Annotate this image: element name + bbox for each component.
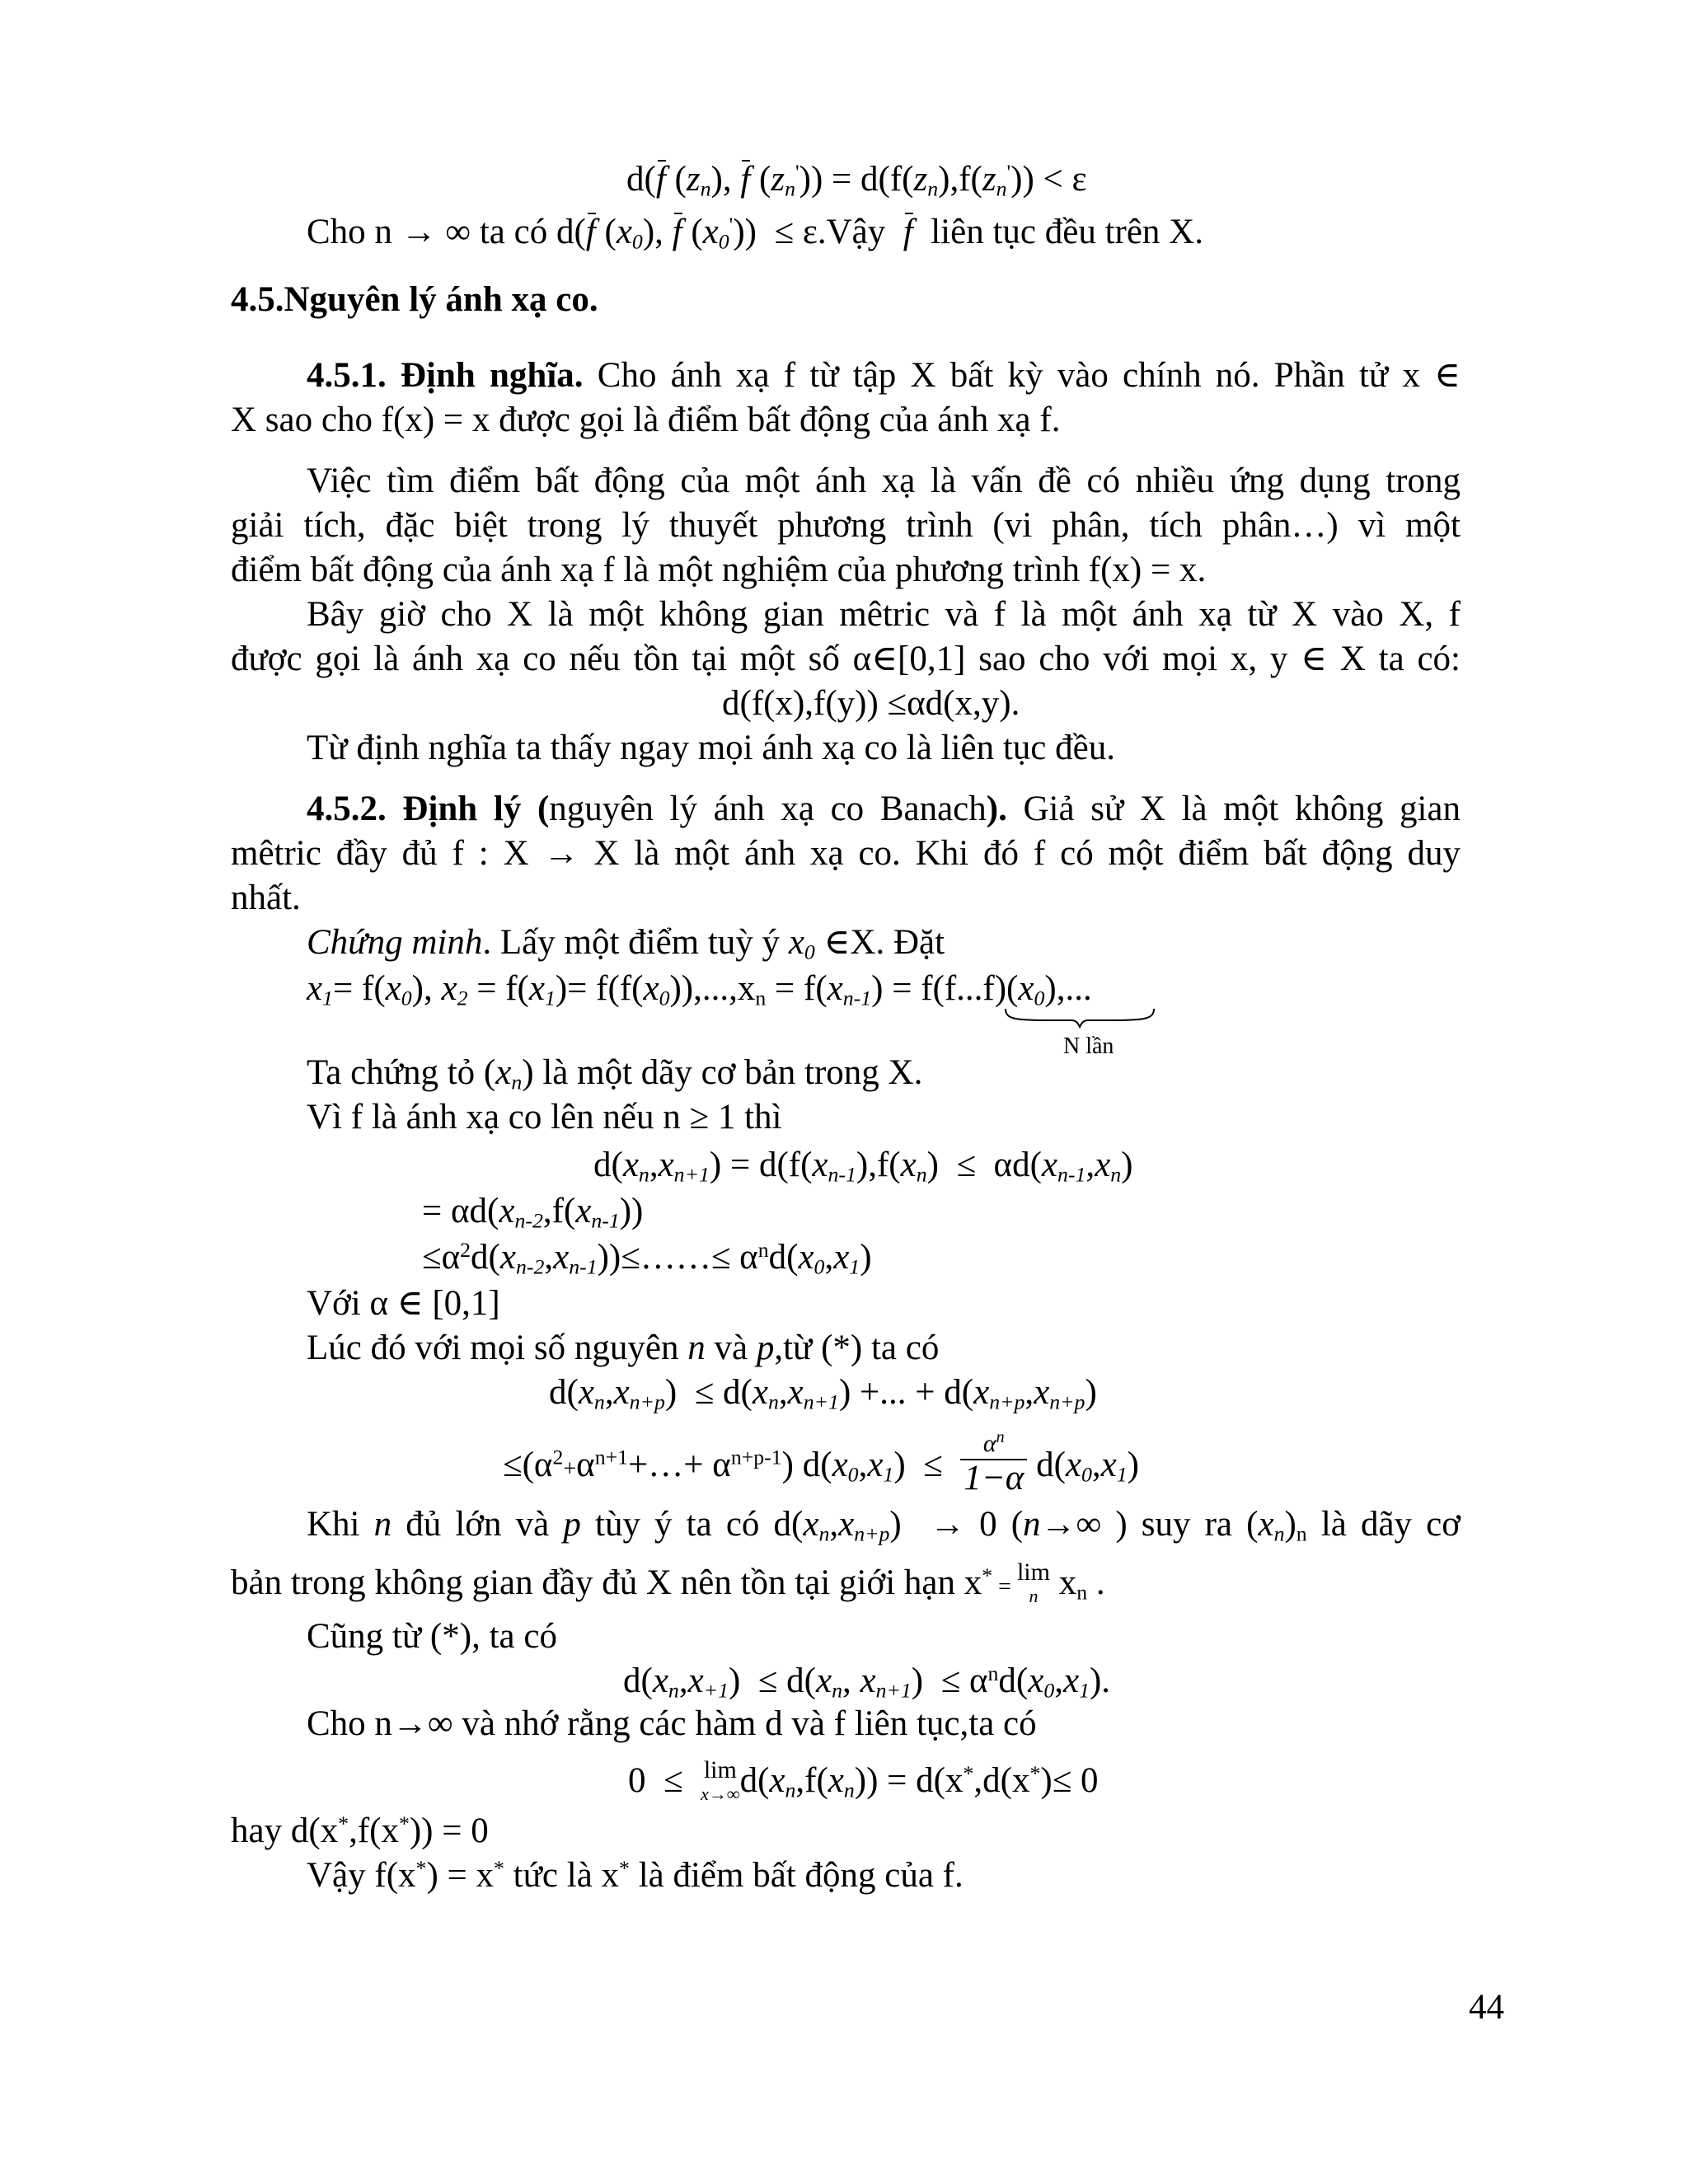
- proof-line-cung: Cũng từ (*), ta có: [307, 1617, 557, 1656]
- section-heading: 4.5.Nguyên lý ánh xạ co.: [231, 280, 598, 319]
- theorem-line-1: 4.5.2. Định lý (nguyên lý ánh xạ co Banach). Giả sử X là một không gian: [307, 790, 1461, 828]
- theorem-line-3: nhất.: [231, 879, 301, 917]
- proof-line-luc: Lúc đó với mọi số nguyên n và p,từ (*) ta có: [307, 1329, 940, 1367]
- proof-conclusion: Vậy f(x*) = x* tức là x* là điểm bất động của f.: [307, 1855, 964, 1895]
- equation-distance-1: $d(x_n,x_{n+1}) = d(f(x_{n-1}),f(x_n) \le \alpha d(x_{n-1},x_n)$: [593, 1146, 1133, 1187]
- equation-triangle: $d(x_n,x_{n+p}) \le d(x_n,x_{n+1})$ +... + $d(x_{n+p},x_{n+p})$: [549, 1373, 1097, 1414]
- equation-geometric: $\le(\alpha^2+\alpha^{n+1}+\dots+ \alpha^{n+p-1}) d(x_0,x_1)$ ≤ $\frac{\alpha^n}{1-\alpha}$ $d(x_0,x_1)$: [503, 1428, 1139, 1497]
- paragraph-2-line-2: được gọi là ánh xạ co nếu tồn tại một số α∈[0,1] sao cho với mọi x, y ∈ X ta có:: [231, 640, 1461, 678]
- cauchy-claim: Ta chứng tỏ $(x_n)$ là một dãy cơ bản trong X.: [307, 1053, 923, 1094]
- paragraph-2-line-1: Bây giờ cho X là một không gian mêtric và f là một ánh xạ từ X vào X, f: [307, 595, 1461, 634]
- limit-line-1: Khi n đủ lớn và p tùy ý ta có $d(x_n,x_{n+p}) \to 0$ (n→∞ ) suy ra $(x_n)_n$ là dãy cơ: [307, 1505, 1461, 1546]
- proof-line-1: Chứng minh. Lấy một điểm tuỳ ý $x_0$ ∈X. Đặt: [307, 923, 945, 964]
- fraction: $\frac{\alpha^n}{1-\alpha}$: [960, 1429, 1027, 1497]
- definition-heading: 4.5.1. Định nghĩa.: [307, 356, 584, 395]
- definition-line-1: 4.5.1. Định nghĩa. Cho ánh xạ f từ tập X bất kỳ vào chính nó. Phần tử x ∈: [307, 356, 1461, 395]
- text-line-top-2: Cho n → ∞ ta có d(f $(x_0)$, f $(x_0')$) ≤ ε.Vậy f liên tục đều trên X.: [307, 212, 1203, 254]
- paragraph-3: Từ định nghĩa ta thấy ngay mọi ánh xạ co là liên tục đều.: [307, 729, 1115, 767]
- underbrace-icon: [997, 1007, 1162, 1029]
- equation-final-bound: $d(x_n,x_{+1}) \le d(x_n$, $x_{n+1}) \le \alpha^nd(x_0,x_1)$.: [623, 1661, 1111, 1703]
- page-number: 44: [1469, 1988, 1504, 2027]
- paragraph-1-line-2: giải tích, đặc biệt trong lý thuyết phương trình (vi phân, tích phân…) vì một: [231, 506, 1461, 545]
- equation-distance-2: = $\alpha d(x_{n-2},f(x_{n-1}))$: [422, 1192, 644, 1233]
- proof-line-vi: Vì f là ánh xạ co lên nếu n ≥ 1 thì: [307, 1098, 782, 1137]
- sequence-definition: $x_1= f(x_0)$, $x_2 = f(x_1)= f(f(x_0)),...,x_n = f(x_{n-1}) = f(f...f)(x_0)$,...: [307, 969, 1092, 1010]
- equation-top-1: d(f $(z_n)$, f $(z_n')) = d(f(z_n),f(z_n')) < \varepsilon$: [626, 159, 1087, 201]
- equation-limit: 0 ≤ lim x→∞ $d(x_n,f(x_n)) = d(x^*,d(x^*)\le 0$: [628, 1756, 1099, 1804]
- definition-line-2: X sao cho f(x) = x được gọi là điểm bất động của ánh xạ f.: [231, 401, 1061, 439]
- proof-label: Chứng minh: [307, 923, 483, 962]
- n-times-label: N lần: [1063, 1033, 1114, 1059]
- paragraph-1-line-1: Việc tìm điểm bất động của một ánh xạ là vấn đề có nhiều ứng dụng trong: [307, 462, 1461, 500]
- limit-line-2: bản trong không gian đầy đủ X nên tồn tại giới hạn x* = lim n $x_n$ .: [231, 1558, 1105, 1606]
- equation-distance-3: $\le\alpha^2d(x_{n-2},x_{n-1}))\le\dots\dots\le \alpha^nd(x_0,x_1)$: [422, 1237, 872, 1279]
- proof-line-cho: Cho n→∞ và nhớ rằng các hàm d và f liên tục,ta có: [307, 1704, 1037, 1743]
- theorem-line-2: mêtric đầy đủ f : X → X là một ánh xạ co. Khi đó f có một điểm bất động duy: [231, 834, 1461, 873]
- proof-line-hay: hay d(x*,f(x*)) = 0: [231, 1811, 489, 1850]
- alpha-range: Với α ∈ [0,1]: [307, 1284, 500, 1323]
- contraction-inequality: d(f(x),f(y)) ≤αd(x,y).: [722, 684, 1020, 723]
- paragraph-1-line-3: điểm bất động của ánh xạ f là một nghiệm của phương trình f(x) = x.: [231, 551, 1207, 589]
